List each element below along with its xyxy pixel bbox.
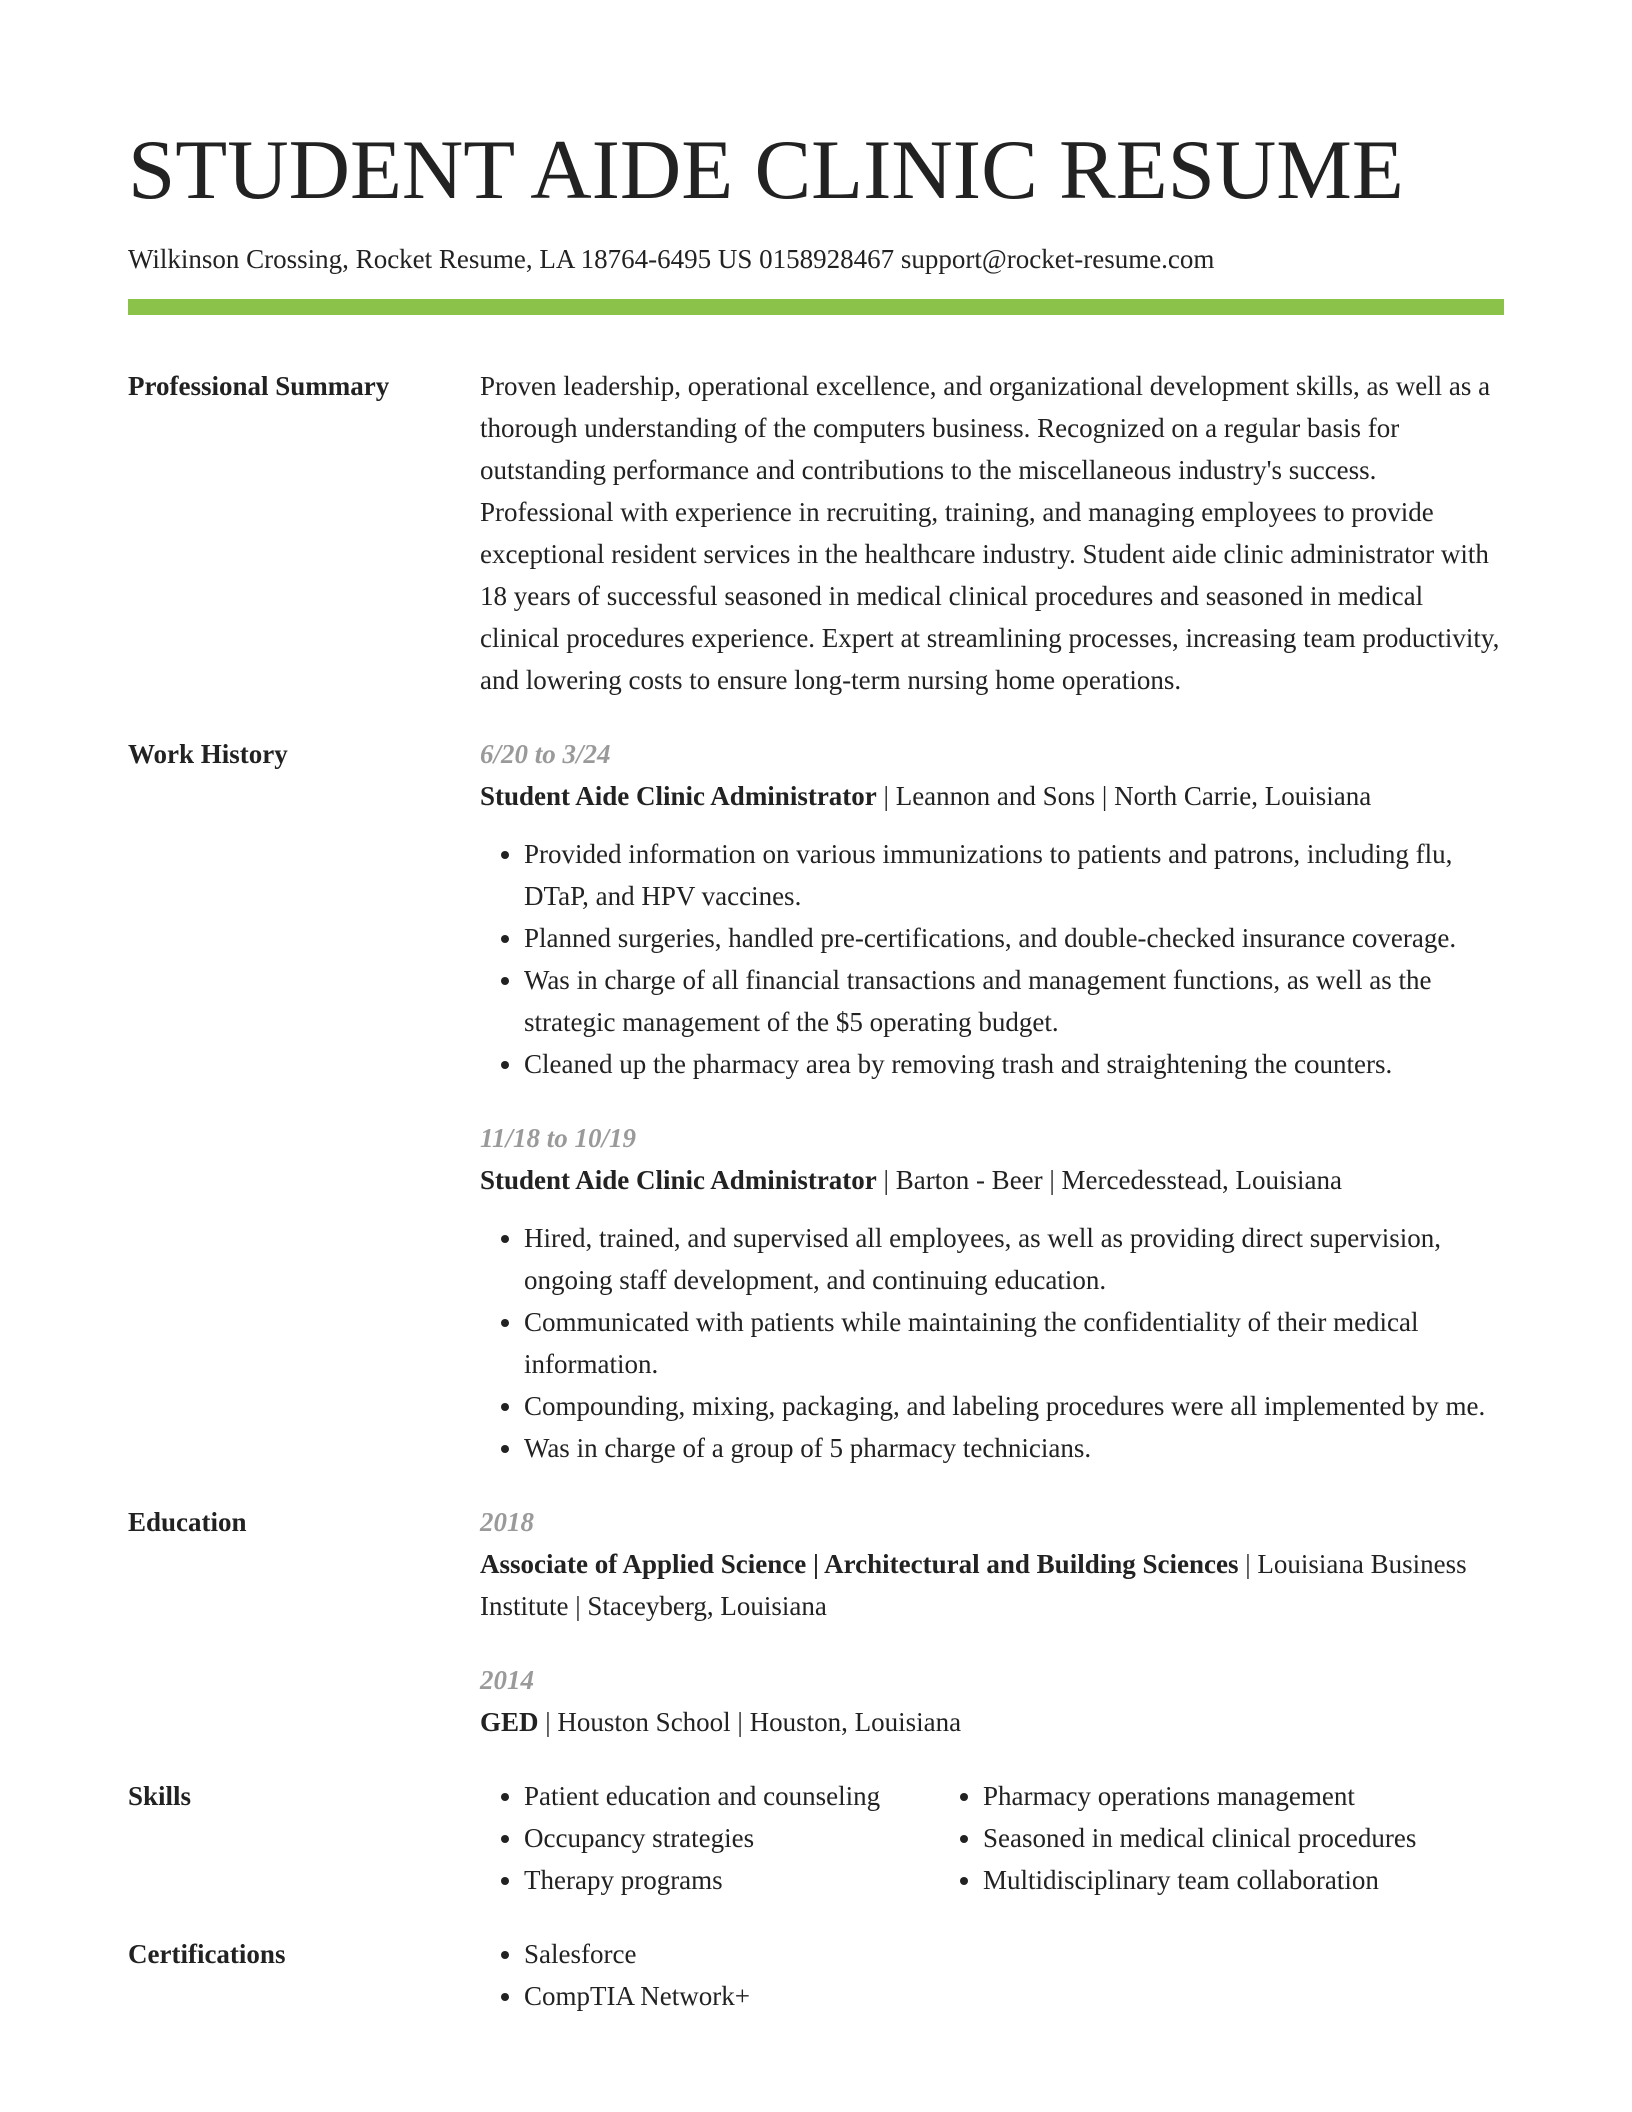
job-bullet: • Compounding, mixing, packaging, and labeling procedures were all implemented by me. — [524, 1385, 1504, 1427]
job-entry — [480, 1117, 1504, 1469]
job-title: Student Aide Clinic Administrator — [480, 1165, 877, 1195]
job-bullets — [480, 1217, 1504, 1469]
job-dates: 11/18 to 10/19 — [480, 1123, 637, 1153]
job-header — [480, 1159, 1504, 1201]
skill-item: • Occupancy strategies — [524, 1817, 939, 1859]
skill-item: • Multidisciplinary team collaboration — [983, 1859, 1504, 1901]
education-year: 2014 — [480, 1665, 534, 1695]
education-school: | Louisiana Business Institute | Staceyberg, Louisiana — [480, 1549, 1467, 1621]
summary-text: Proven leadership, operational excellence, and organizational development skills, as well as a thorough understanding of the computers business. Recognized on a regular basis for outstanding performance and contributions to the miscellaneous industry's success. Professional with experience in recruiting, training, and managing employees to provide exceptional resident services in the healthcare industry. Student aide clinic administrator with 18 years of successful seasoned in medical clinical procedures and seasoned in medical clinical procedures experience. Expert at streamlining processes, increasing team productivity, and lowering costs to ensure long-term nursing home operations. — [480, 371, 1500, 695]
education-entry — [480, 1659, 1504, 1743]
certifications-heading: Certifications — [128, 1939, 286, 1969]
job-dates: 6/20 to 3/24 — [480, 739, 611, 769]
job-header — [480, 775, 1504, 817]
job-bullet: • Hired, trained, and supervised all employees, as well as providing direct supervision, ongoing staff development, and continuing education. — [524, 1217, 1504, 1301]
education-heading: Education — [128, 1507, 247, 1537]
education-year: 2018 — [480, 1507, 534, 1537]
skills-heading: Skills — [128, 1781, 192, 1811]
contact-info: Wilkinson Crossing, Rocket Resume, LA 18764-6495 US 0158928467 support@rocket-resume.com — [128, 244, 1215, 274]
job-bullet: • Was in charge of a group of 5 pharmacy technicians. — [524, 1427, 1504, 1469]
education-entry — [480, 1501, 1504, 1627]
resume-title: STUDENT AIDE CLINIC RESUME — [128, 123, 1404, 217]
skill-item: • Therapy programs — [524, 1859, 939, 1901]
education-school: | Houston School | Houston, Louisiana — [538, 1707, 962, 1737]
job-bullets — [480, 833, 1504, 1085]
certifications-list — [480, 1933, 1504, 2017]
education-degree: GED — [480, 1707, 539, 1737]
education-degree: Associate of Applied Science | Architectural and Building Sciences — [480, 1549, 1239, 1579]
skills-list-left — [480, 1775, 939, 1901]
certification-item: • Salesforce — [524, 1933, 1504, 1975]
job-bullet: • Was in charge of all financial transactions and management functions, as well as the strategic management of the $5 operating budget. — [524, 959, 1504, 1043]
resume-page — [128, 0, 1504, 2017]
certifications-section — [128, 1933, 1504, 2017]
job-title: Student Aide Clinic Administrator — [480, 781, 877, 811]
skill-item: • Pharmacy operations management — [983, 1775, 1504, 1817]
work-history-heading: Work History — [128, 739, 288, 769]
skill-item: • Seasoned in medical clinical procedures — [983, 1817, 1504, 1859]
education-details — [480, 1701, 1504, 1743]
skills-list-right — [939, 1775, 1504, 1901]
skill-item: • Patient education and counseling — [524, 1775, 939, 1817]
job-bullet: • Cleaned up the pharmacy area by removing trash and straightening the counters. — [524, 1043, 1504, 1085]
header-divider — [128, 299, 1504, 315]
summary-section — [128, 365, 1504, 701]
education-section — [128, 1501, 1504, 1743]
job-details: | Barton - Beer | Mercedesstead, Louisiana — [876, 1165, 1342, 1195]
summary-heading: Professional Summary — [128, 371, 390, 401]
job-bullet: • Provided information on various immunizations to patients and patrons, including flu, DTaP, and HPV vaccines. — [524, 833, 1504, 917]
certification-item: • CompTIA Network+ — [524, 1975, 1504, 2017]
work-history-section — [128, 733, 1504, 1469]
education-details — [480, 1543, 1504, 1627]
skills-columns — [480, 1775, 1504, 1901]
job-bullet: • Planned surgeries, handled pre-certifications, and double-checked insurance coverage. — [524, 917, 1504, 959]
job-details: | Leannon and Sons | North Carrie, Louisiana — [876, 781, 1372, 811]
job-entry — [480, 733, 1504, 1085]
job-bullet: • Communicated with patients while maintaining the confidentiality of their medical information. — [524, 1301, 1504, 1385]
skills-section — [128, 1775, 1504, 1901]
